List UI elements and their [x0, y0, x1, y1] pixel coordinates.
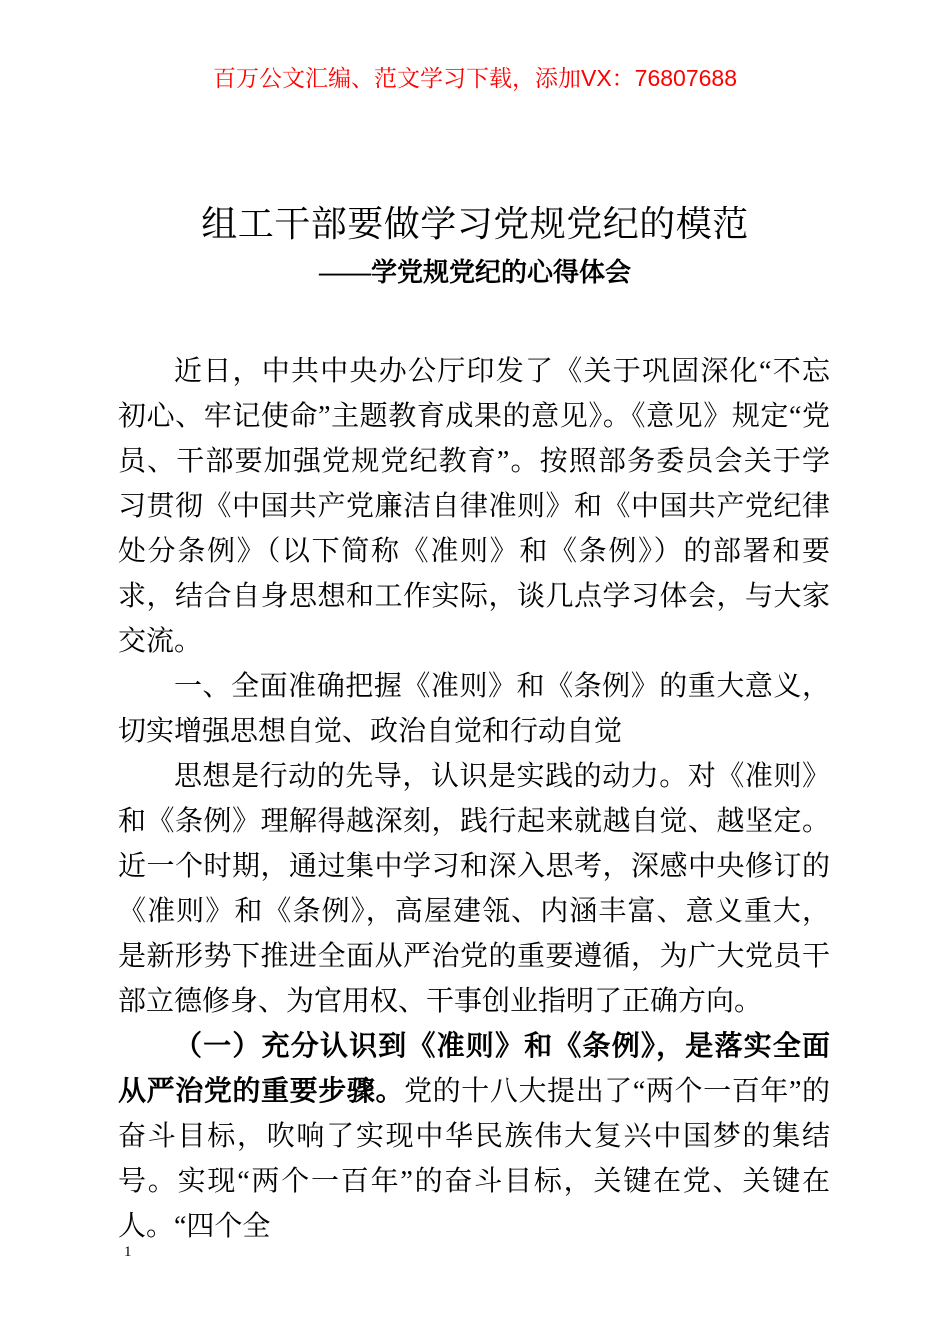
- paragraph: [118, 349, 830, 664]
- paragraph-run: 思想是行动的先导，认识是实践的动力。对《准则》和《条例》理解得越深刻，践行起来就越自觉、越坚定。近一个时期，通过集中学习和深入思考，深感中央修订的《准则》和《条例》，高屋建瓴、内涵丰富、意义重大，是新形势下推进全面从严治党的重要遵循，为广大党员干部立德修身、为官用权、干事创业指明了正确方向。: [118, 761, 830, 1017]
- page-number: 1: [124, 1244, 132, 1260]
- paragraph-run: 党的十八大提出了“两个一百年”的奋斗目标，吹响了实现中华民族伟大复兴中国梦的集结号。实现“两个一百年”的奋斗目标，关键在党、关键在人。“四个全: [118, 1076, 830, 1242]
- paragraph: [118, 754, 830, 1024]
- document-title: 组工干部要做学习党规党纪的模范: [201, 204, 749, 244]
- paragraph: [118, 664, 830, 754]
- paragraph: [118, 1024, 830, 1249]
- document-body: [118, 349, 830, 1249]
- document-subtitle: ——学党规党纪的心得体会: [318, 258, 631, 287]
- paragraph-run: 一、全面准确把握《准则》和《条例》的重大意义，切实增强思想自觉、政治自觉和行动自觉: [118, 671, 830, 747]
- promo-notice: 百万公文汇编、范文学习下载，添加VX：76807688: [212, 65, 737, 91]
- title-block: [0, 198, 950, 290]
- paragraph-run-bold: （一）充分认识到《准则》和《条例》，是落实全面从严治党的重要步骤。: [118, 1031, 830, 1107]
- paragraph-run: 近日，中共中央办公厅印发了《关于巩固深化“不忘初心、牢记使命”主题教育成果的意见》。《意见》规定“党员、干部要加强党规党纪教育”。按照部务委员会关于学习贯彻《中国共产党廉洁自律准则》和《中国共产党纪律处分条例》（以下简称《准则》和《条例》）的部署和要求，结合自身思想和工作实际，谈几点学习体会，与大家交流。: [118, 356, 830, 657]
